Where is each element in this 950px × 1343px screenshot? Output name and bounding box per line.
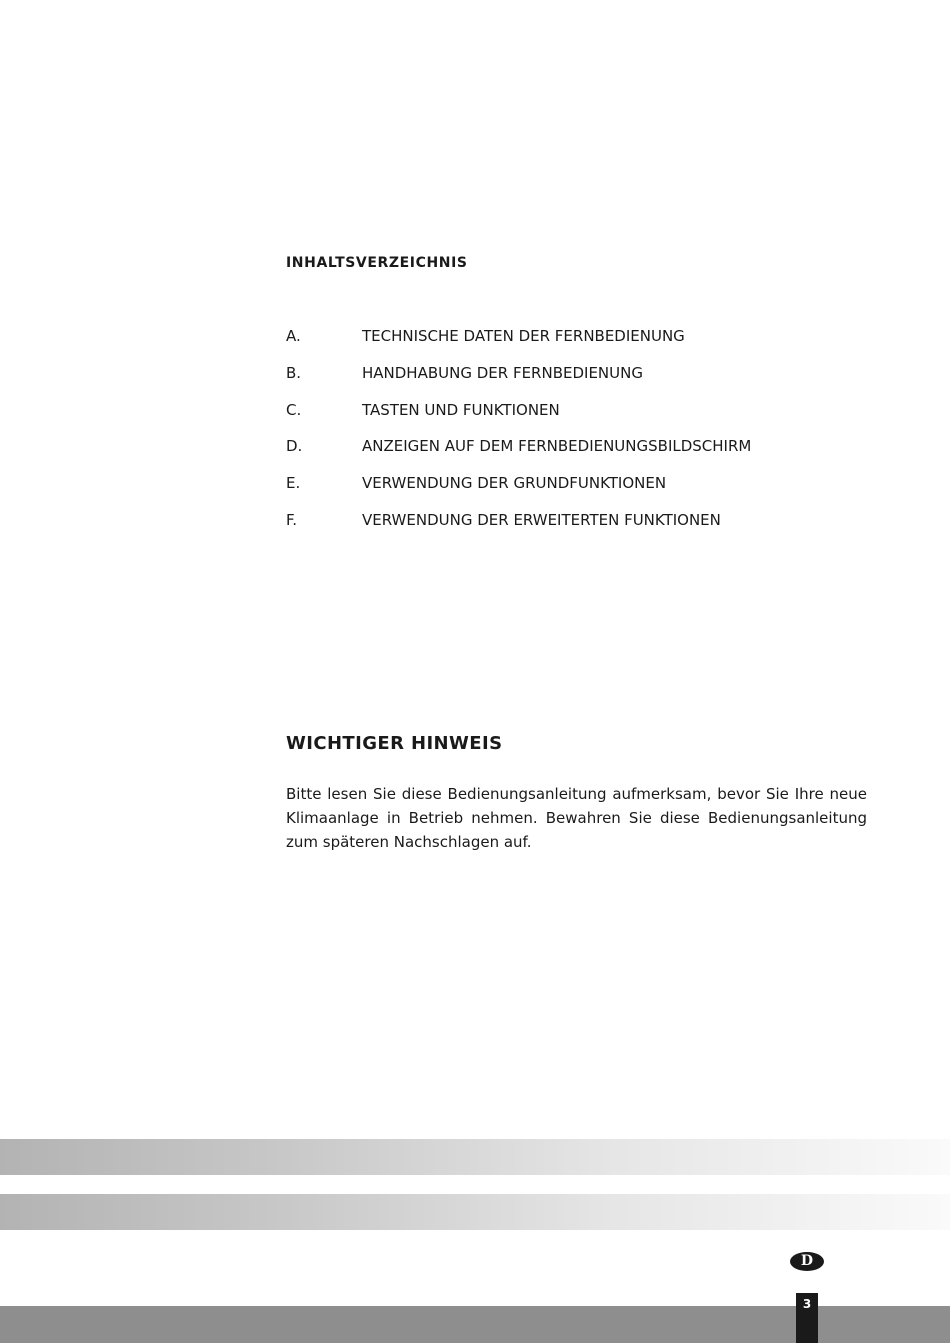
page-number: 3: [802, 1297, 812, 1311]
decorative-band-top: [0, 1139, 950, 1175]
toc-item: [286, 326, 886, 363]
toc-list: [286, 326, 886, 547]
toc-item-letter: E.: [286, 474, 301, 493]
toc-item: [286, 363, 886, 400]
toc-item-letter: A.: [286, 327, 301, 345]
toc-item: [286, 510, 886, 547]
toc-item-letter: B.: [286, 363, 302, 382]
toc-item-letter: C.: [286, 400, 302, 419]
toc-item-text: TECHNISCHE DATEN DER FERNBEDIENUNG: [362, 327, 685, 345]
toc-item-text: TASTEN UND FUNKTIONEN: [362, 400, 560, 419]
language-badge: D: [790, 1252, 824, 1271]
toc-item-letter: F.: [286, 510, 297, 529]
toc-title: INHALTSVERZEICHNIS: [286, 255, 468, 271]
toc-item: [286, 473, 886, 510]
toc-item: [286, 400, 886, 437]
notice-body: Bitte lesen Sie diese Bedienungsanleitung aufmerksam, bevor Sie Ihre neue Klimaanlage in Betrieb nehmen. Bewahren Sie diese Bedienungsanleitung zum späteren Nachschlagen auf.: [286, 785, 867, 851]
page-number-tab: [796, 1293, 818, 1343]
toc-item-text: VERWENDUNG DER GRUNDFUNKTIONEN: [362, 474, 667, 493]
decorative-band-bottom: [0, 1194, 950, 1230]
toc-item-text: ANZEIGEN AUF DEM FERNBEDIENUNGSBILDSCHIRM: [362, 437, 752, 456]
notice-title: WICHTIGER HINWEIS: [286, 733, 503, 754]
toc-item-text: HANDHABUNG DER FERNBEDIENUNG: [362, 363, 643, 382]
toc-item: [286, 436, 886, 473]
toc-item-letter: D.: [286, 437, 303, 456]
toc-item-text: VERWENDUNG DER ERWEITERTEN FUNKTIONEN: [362, 510, 721, 529]
